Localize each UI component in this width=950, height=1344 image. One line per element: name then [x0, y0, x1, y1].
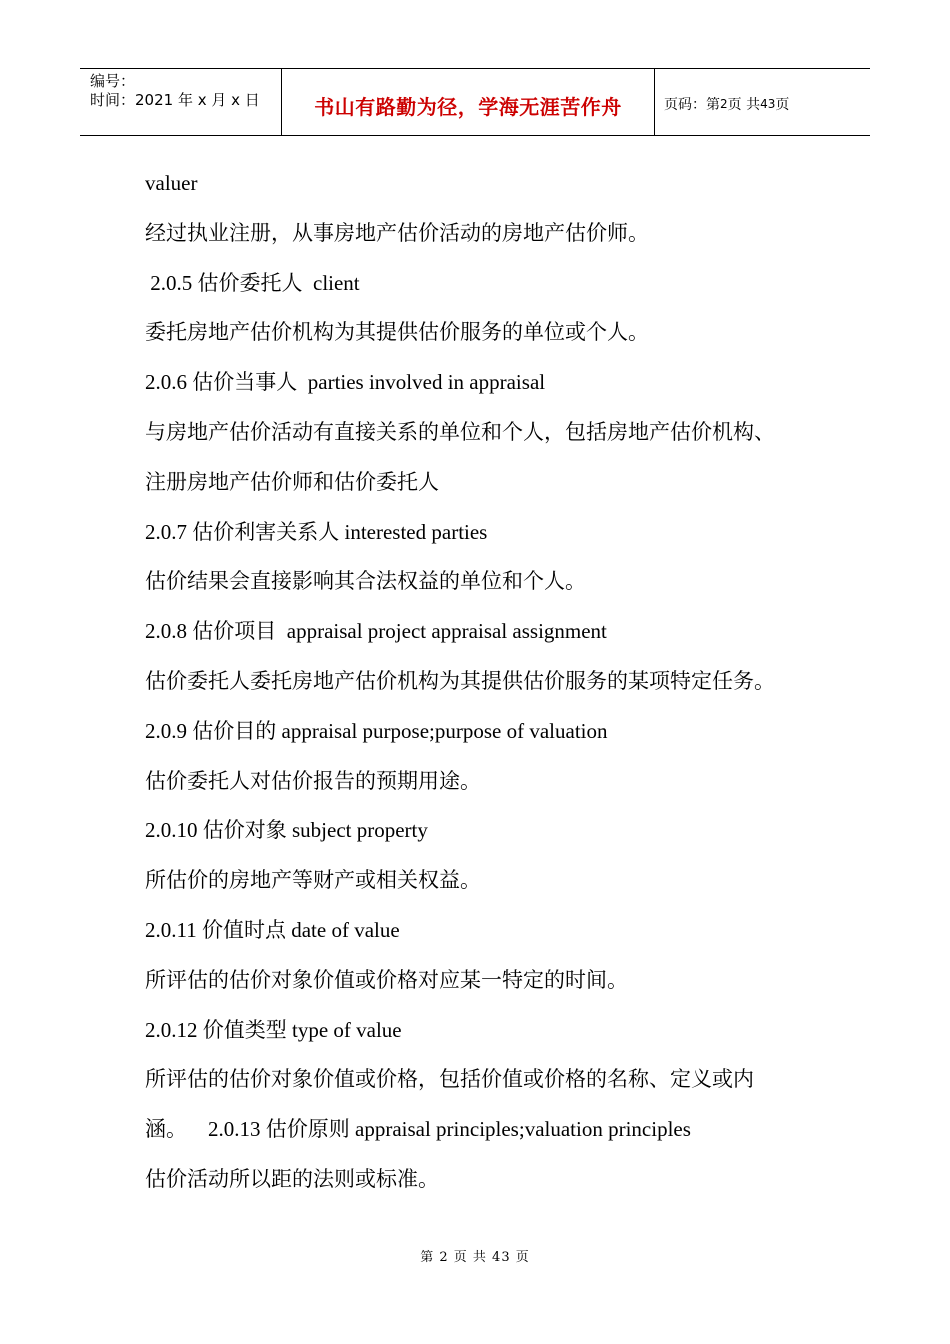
- page-total: 43: [760, 97, 776, 111]
- body-line: 估价结果会直接影响其合法权益的单位和个人。: [145, 569, 586, 594]
- document-body: [145, 164, 845, 1210]
- page-suffix: 页: [775, 97, 790, 113]
- document-time: 时间：2021 年 x 月 x 日: [90, 91, 260, 109]
- page-header: [80, 68, 870, 136]
- page-middle: 页 共: [727, 97, 761, 113]
- body-line: 所评估的估价对象价值或价格对应某一特定的时间。: [145, 967, 628, 992]
- body-line: 估价活动所以距的法则或标准。: [145, 1166, 439, 1191]
- body-line: 与房地产估价活动有直接关系的单位和个人，包括房地产估价机构、: [145, 419, 775, 444]
- body-line: 委托房地产估价机构为其提供估价服务的单位或个人。: [145, 320, 649, 345]
- header-meta: [80, 69, 282, 135]
- body-line: 估价委托人委托房地产估价机构为其提供估价服务的某项特定任务。: [145, 668, 775, 693]
- body-line: 经过执业注册，从事房地产估价活动的房地产估价师。: [145, 220, 649, 245]
- body-line: 2.0.9 估价目的 appraisal purpose;purpose of valuation: [145, 718, 608, 743]
- page-footer: 第 2 页 共 43 页: [420, 1250, 530, 1265]
- page-prefix: 页码：第: [664, 97, 720, 113]
- body-line: 2.0.11 价值时点 date of value: [145, 917, 400, 942]
- body-line: 所估价的房地产等财产或相关权益。: [145, 868, 481, 893]
- body-line: valuer: [145, 171, 198, 195]
- document-number-label: 编号：: [90, 72, 136, 90]
- body-line: 估价委托人对估价报告的预期用途。: [145, 768, 481, 793]
- body-line: 2.0.5 估价委托人 client: [145, 270, 360, 295]
- body-line: 所评估的估价对象价值或价格，包括价值或价格的名称、定义或内: [145, 1067, 754, 1092]
- header-page-number: [655, 69, 870, 135]
- body-line: 2.0.12 价值类型 type of value: [145, 1017, 402, 1042]
- body-line: 2.0.10 估价对象 subject property: [145, 818, 428, 843]
- body-line: 注册房地产估价师和估价委托人: [145, 469, 439, 494]
- body-line: 涵。 2.0.13 估价原则 appraisal principles;valuation principles: [145, 1117, 691, 1142]
- page-current: 2: [720, 97, 728, 111]
- header-motto: 书山有路勤为径，学海无涯苦作舟: [314, 94, 622, 119]
- body-line: 2.0.6 估价当事人 parties involved in appraisal: [145, 370, 546, 395]
- header-motto-cell: [282, 69, 655, 135]
- body-line: 2.0.8 估价项目 appraisal project appraisal assignment: [145, 619, 607, 644]
- body-line: 2.0.7 估价利害关系人 interested parties: [145, 519, 488, 544]
